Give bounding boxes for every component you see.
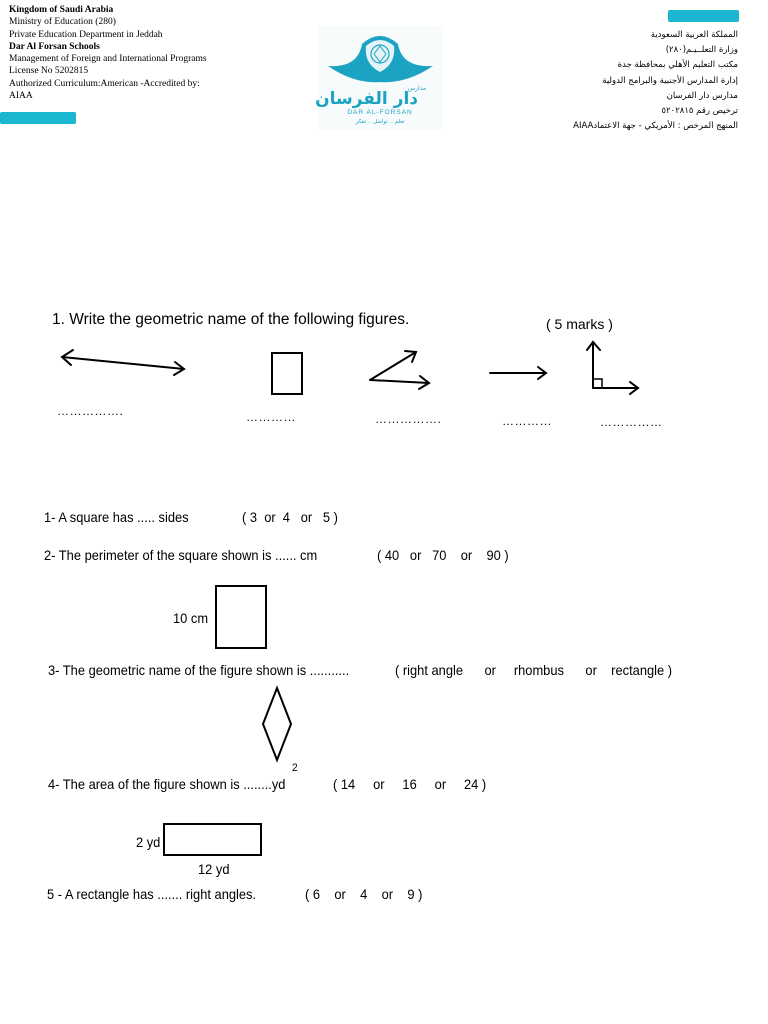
square-side-label: 10 cm (173, 610, 209, 626)
header-line-en: Authorized Curriculum:American -Accredited by: (9, 78, 200, 89)
mcq-item-4: 4- The area of the figure shown is ........yd (48, 776, 286, 792)
square-figure (216, 586, 266, 648)
header-line-en: Management of Foreign and International Programs (9, 54, 207, 65)
header-line-en: License No 5202815 (9, 66, 89, 77)
svg-text:DAR AL-FORSAN: DAR AL-FORSAN (347, 109, 413, 116)
mcq-item-4-superscript: 2 (292, 762, 298, 774)
answer-blank-3: ……………. (375, 412, 442, 426)
header-line-ar: المملكة العربية السعودية (650, 30, 738, 40)
answer-blank-1: ……………. (57, 404, 124, 418)
header-line-en: Private Education Department in Jeddah (9, 29, 163, 40)
rect-length-label: 12 yd (198, 861, 230, 877)
mcq-options-1: ( 3 or 4 or 5 ) (242, 509, 338, 525)
answer-blank-5: …………… (600, 415, 663, 429)
header-line-ar: إدارة المدارس الأجنبية والبرامج الدولية (602, 75, 738, 86)
question-1-title: 1. Write the geometric name of the following figures. (52, 311, 410, 328)
mcq-options-2: ( 40 or 70 or 90 ) (377, 547, 509, 563)
header-line-ar: مدارس دار الفرسان (666, 90, 738, 101)
svg-text:دار الفرسان: دار الفرسان (315, 89, 418, 109)
header-line-ar: مكتب التعليم الأهلي بمحافظة جدة (617, 60, 738, 71)
rect-width-label: 2 yd (136, 834, 161, 850)
mcq-options-5: ( 6 or 4 or 9 ) (305, 886, 423, 902)
header-line-en: Kingdom of Saudi Arabia (9, 5, 114, 15)
mcq-options-4: ( 14 or 16 or 24 ) (333, 776, 487, 792)
header-line-en: AIAA (9, 91, 33, 102)
mcq-item-1: 1- A square has ..... sides (44, 509, 189, 525)
question-1-marks: ( 5 marks ) (546, 316, 613, 332)
header-line-ar: المنهج المرخص : الأمريكي - جهة الاعتمادAIAA (573, 121, 738, 132)
mcq-item-5: 5 - A rectangle has ....... right angles. (47, 886, 257, 902)
mcq-options-3: ( right angle or rhombus or rectangle ) (395, 662, 673, 678)
rectangle-figure (164, 824, 261, 855)
header-line-ar: وزارة التعلــيـم(٢٨٠) (665, 45, 738, 56)
answer-blank-4: ………… (502, 414, 552, 428)
rhombus-figure (263, 688, 291, 760)
mcq-item-3: 3- The geometric name of the figure shown is ........... (48, 662, 350, 678)
header-line-en: Ministry of Education (280) (9, 17, 116, 28)
svg-text:مدارس: مدارس (407, 85, 426, 92)
svg-text:تعلم .. تواصل .. تفكر: تعلم .. تواصل .. تفكر (355, 119, 405, 125)
mcq-item-2: 2- The perimeter of the square shown is ...... cm (44, 547, 318, 563)
header-line-en: Dar Al Forsan Schools (9, 41, 100, 52)
header-line-ar: ترخيص رقم ٥٢٠٢٨١٥ (661, 106, 738, 117)
answer-blank-2: ………… (246, 410, 296, 424)
